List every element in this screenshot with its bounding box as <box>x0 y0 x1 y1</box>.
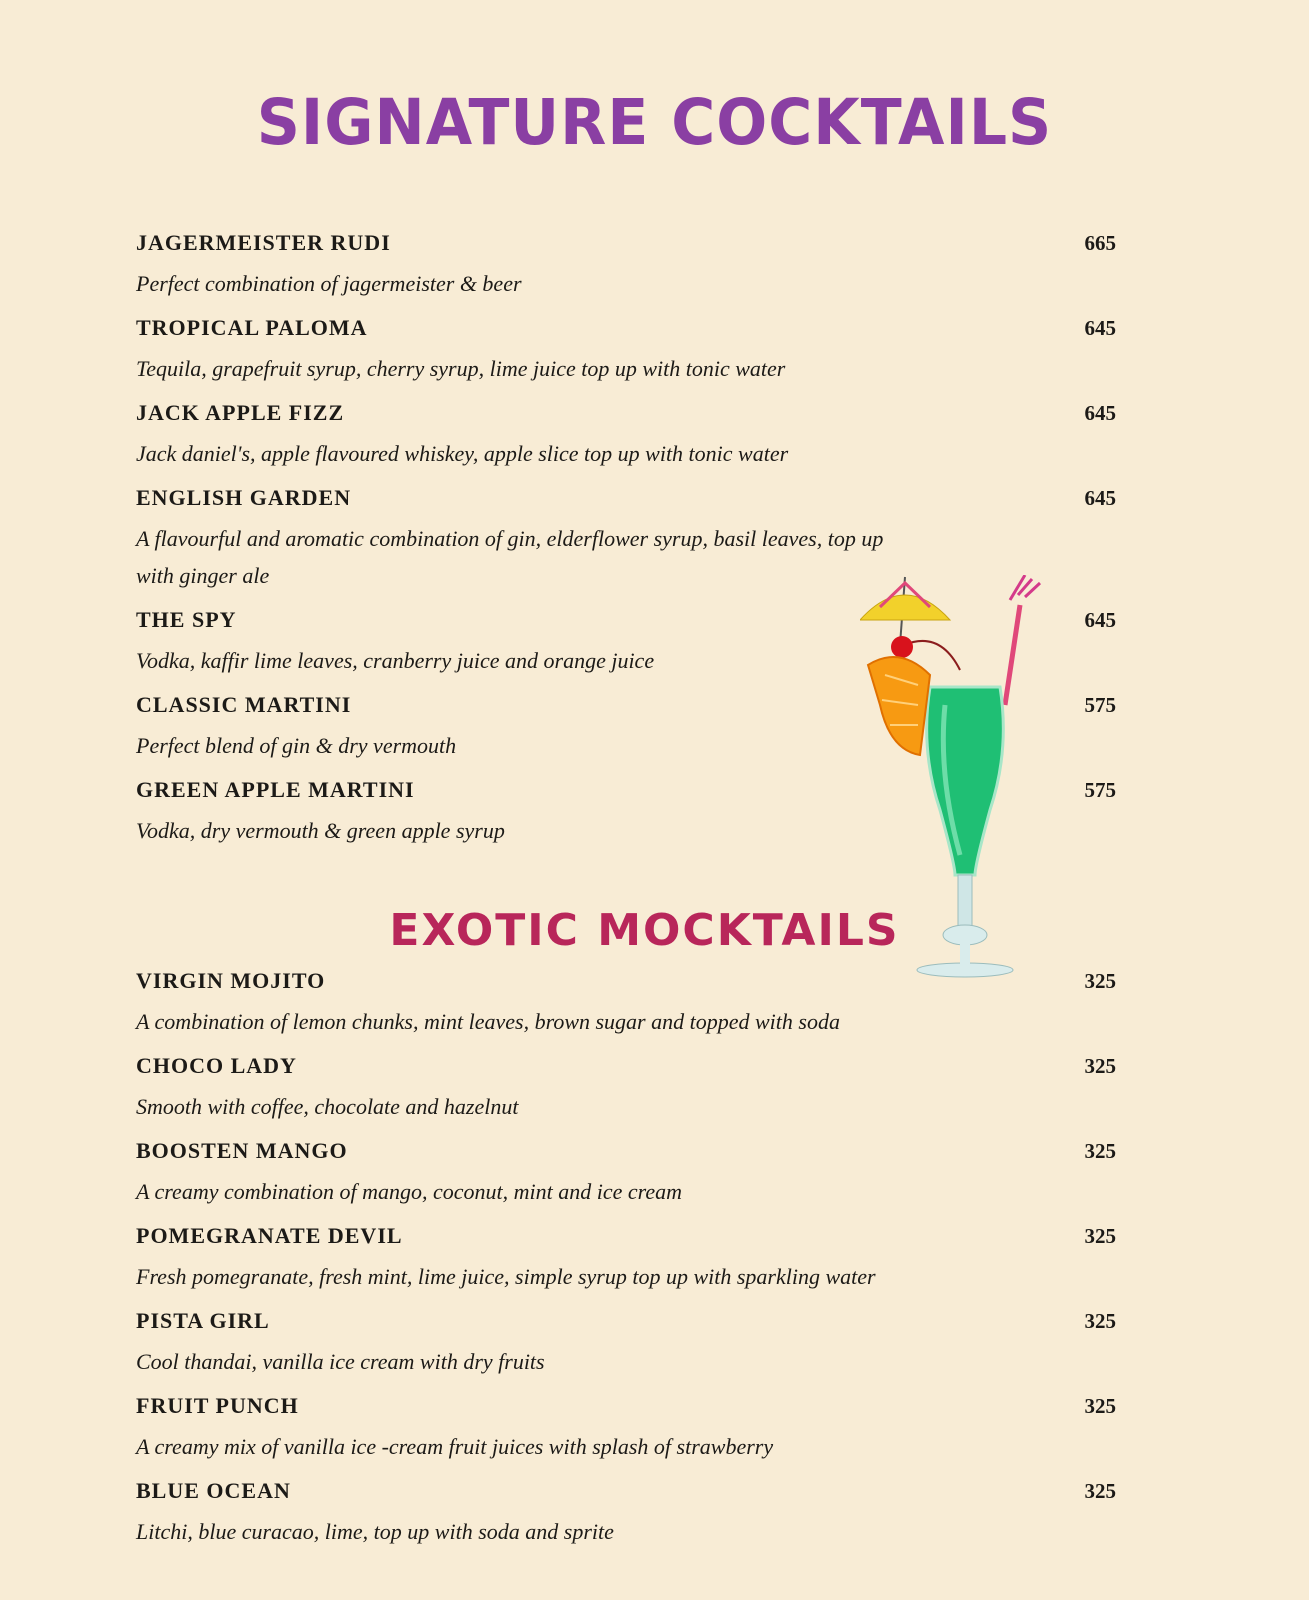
item-description: A creamy combination of mango, coconut, mint and ice cream <box>136 1179 683 1204</box>
item-description: Cool thandai, vanilla ice cream with dry fruits <box>136 1349 545 1374</box>
item-name: CLASSIC MARTINI <box>136 692 352 717</box>
menu-item <box>136 1223 1116 1295</box>
item-price: 325 <box>1084 1054 1116 1078</box>
item-name: FRUIT PUNCH <box>136 1393 299 1418</box>
item-price: 325 <box>1084 1394 1116 1418</box>
item-description: Jack daniel's, apple flavoured whiskey, apple slice top up with tonic water <box>136 441 789 466</box>
item-price: 325 <box>1084 969 1116 993</box>
item-description: Tequila, grapefruit syrup, cherry syrup, lime juice top up with tonic water <box>136 356 786 381</box>
item-name: GREEN APPLE MARTINI <box>136 777 415 802</box>
cocktail-glass-icon <box>860 575 1070 995</box>
item-name: JAGERMEISTER RUDI <box>136 230 391 255</box>
item-price: 645 <box>1084 401 1116 425</box>
signature-cocktails-heading: SIGNATURE COCKTAILS <box>256 86 1053 160</box>
menu-item <box>136 1138 1116 1210</box>
item-price: 645 <box>1084 608 1116 632</box>
item-price: 645 <box>1084 316 1116 340</box>
item-name: TROPICAL PALOMA <box>136 315 368 340</box>
item-name: VIRGIN MOJITO <box>136 968 326 993</box>
item-description: Vodka, kaffir lime leaves, cranberry juice and orange juice <box>136 648 655 673</box>
item-name: POMEGRANATE DEVIL <box>136 1223 403 1248</box>
item-name: BOOSTEN MANGO <box>136 1138 348 1163</box>
item-price: 325 <box>1084 1309 1116 1333</box>
item-price: 645 <box>1084 486 1116 510</box>
menu-item <box>136 1053 1116 1125</box>
item-name: PISTA GIRL <box>136 1308 270 1333</box>
item-description: Perfect blend of gin & dry vermouth <box>136 733 457 758</box>
menu-item <box>136 230 1116 302</box>
item-description: A creamy mix of vanilla ice -cream fruit juices with splash of strawberry <box>136 1434 774 1459</box>
item-name: ENGLISH GARDEN <box>136 485 352 510</box>
item-name: JACK APPLE FIZZ <box>136 400 345 425</box>
item-price: 325 <box>1084 1139 1116 1163</box>
item-description: A flavourful and aromatic combination of gin, elderflower syrup, basil leaves, top up with ginger ale <box>136 526 884 588</box>
item-price: 325 <box>1084 1224 1116 1248</box>
item-price: 665 <box>1084 231 1116 255</box>
item-description: Vodka, dry vermouth & green apple syrup <box>136 818 505 843</box>
item-name: BLUE OCEAN <box>136 1478 291 1503</box>
item-description: Fresh pomegranate, fresh mint, lime juice, simple syrup top up with sparkling water <box>136 1264 876 1289</box>
item-price: 575 <box>1084 693 1116 717</box>
item-price: 325 <box>1084 1479 1116 1503</box>
item-name: THE SPY <box>136 607 237 632</box>
item-price: 575 <box>1084 778 1116 802</box>
menu-item <box>136 400 1116 472</box>
exotic-mocktails-heading: EXOTIC MOCKTAILS <box>389 905 900 956</box>
item-name: CHOCO LADY <box>136 1053 297 1078</box>
menu-item <box>136 1308 1116 1380</box>
menu-item <box>136 1478 1116 1550</box>
item-description: Perfect combination of jagermeister & beer <box>136 271 522 296</box>
menu-item <box>136 968 1116 1040</box>
menu-item <box>136 315 1116 387</box>
menu-item <box>136 1393 1116 1465</box>
item-description: A combination of lemon chunks, mint leaves, brown sugar and topped with soda <box>136 1009 840 1034</box>
item-description: Smooth with coffee, chocolate and hazelnut <box>136 1094 519 1119</box>
item-description: Litchi, blue curacao, lime, top up with soda and sprite <box>136 1519 614 1544</box>
